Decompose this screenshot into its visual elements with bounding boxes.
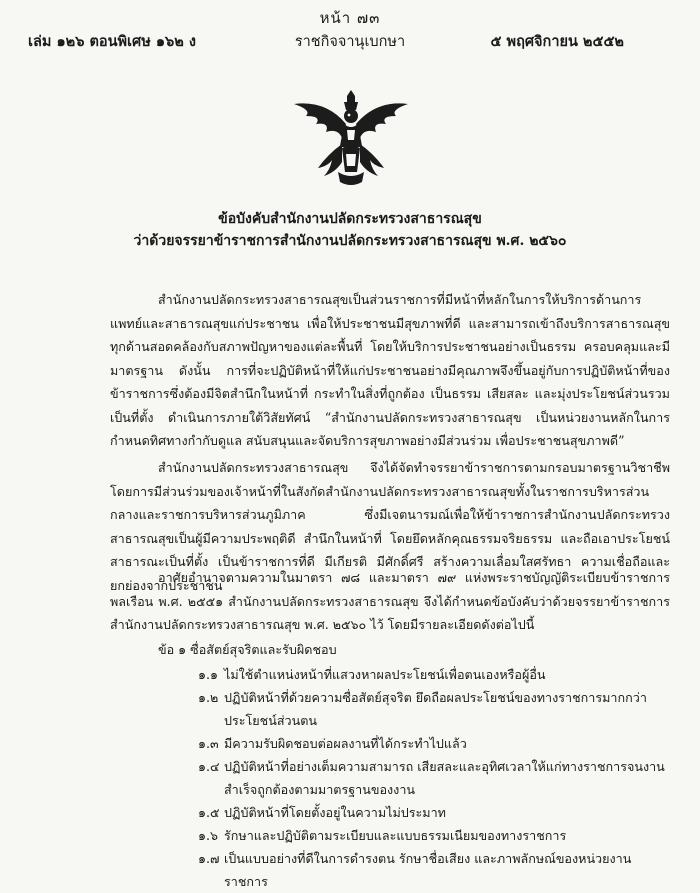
item-number: ๑.๗ [198, 851, 220, 866]
list-item [198, 686, 668, 732]
item-text: ปฏิบัติหน้าที่ด้วยความซื่อสัตย์สุจริต ยึดถือผลประโยชน์ของทางราชการมากกว่าประโยชน์ส่วนตน [224, 690, 647, 728]
item-number: ๑.๔ [198, 759, 220, 774]
list-item [198, 732, 668, 755]
paragraph-text: สำนักงานปลัดกระทรวงสาธารณสุขเป็นส่วนราชการที่มีหน้าที่หลักในการให้บริการด้านการแพทย์และสาธารณสุขแก่ประชาชน เพื่อให้ประชาชนมีสุขภาพที่ดี และสามารถเข้าถึงบริการสาธารณสุขทุกด้านสอดคล้องกับสภาพปัญหาของแต่ละพื้นที่ โดยให้บริการประชาชนอย่างเป็นธรรม ครอบคลุมและมีมาตรฐาน ดังนั้น การที่จะปฏิบัติหน้าที่ให้แก่ประชาชนอย่างมีคุณภาพจึงขึ้นอยู่กับการปฏิบัติหน้าที่ของข้าราชการซึ่งต้องมีจิตสำนึกในหน้าที่ กระทำในสิ่งที่ถูกต้อง เป็นธรรม เสียสละ และมุ่งประโยชน์ส่วนรวมเป็นที่ตั้ง ดำเนินการภายใต้วิสัยทัศน์ “สำนักงานปลัดกระทรวงสาธารณสุข เป็นหน่วยงานหลักในการกำหนดทิศทางกำกับดูแล สนับสนุนและจัดบริการสุขภาพอย่างมีส่วนร่วม เพื่อประชาชนสุขภาพดี” [110, 292, 670, 448]
list-item [198, 824, 668, 847]
list-item [198, 663, 668, 686]
paragraph-text: สำนักงานปลัดกระทรวงสาธารณสุข จึงได้จัดทำจรรยาข้าราชการตามกรอบมาตรฐานวิชาชีพโดยการมีส่วนร่วมของเจ้าหน้าที่ในสังกัดสำนักงานปลัดกระทรวงสาธารณสุขทั้งในราชการบริหารส่วนกลางและราชการบริหารส่วนภูมิภาค ซึ่งมีเจตนารมณ์เพื่อให้ข้าราชการสำนักงานปลัดกระทรวงสาธารณสุขเป็นผู้มีความประพฤติดี สำนึกในหน้าที่ โดยยึดหลักคุณธรรมจริยธรรม และถือเอาประโยชน์สาธารณะเป็นที่ตั้ง เป็นข้าราชการที่ดี มีเกียรติ มีศักดิ์ศรี สร้างความเลื่อมใสศรัทธา ความเชื่อถือและยกย่องจากประชาชน [110, 460, 670, 593]
item-number: ๑.๓ [198, 736, 219, 751]
list-item [198, 847, 668, 893]
item-text: ปฏิบัติหน้าที่โดยตั้งอยู่ในความไม่ประมาท [224, 805, 446, 820]
volume-issue: เล่ม ๑๒๖ ตอนพิเศษ ๑๖๒ ง [28, 33, 196, 50]
list-item [198, 755, 668, 801]
item-text: ปฏิบัติหน้าที่อย่างเต็มความสามารถ เสียสละและอุทิศเวลาให้แก่ทางราชการจนงานสำเร็จถูกต้องตามมาตรฐานของงาน [224, 759, 665, 797]
preamble-paragraph-3 [110, 566, 670, 637]
paragraph-text: อาศัยอำนาจตามความในมาตรา ๗๘ และมาตรา ๗๙ แห่งพระราชบัญญัติระเบียบข้าราชการพลเรือน พ.ศ. ๒๕๕๑ สำนักงานปลัดกระทรวงสาธารณสุข จึงได้กำหนดข้อบังคับว่าด้วยจรรยาข้าราชการสำนักงานปลัดกระทรวงสาธารณสุข พ.ศ. ๒๕๖๐ ไว้ โดยมีรายละเอียดดังต่อไปนี้ [110, 570, 670, 632]
preamble-paragraph-1 [110, 288, 670, 453]
page-number: หน้า ๗๓ [319, 9, 381, 27]
publication-name: ราชกิจจานุเบกษา [294, 34, 406, 50]
regulation-subtitle: ว่าด้วยจรรยาข้าราชการสำนักงานปลัดกระทรวงสาธารณสุข พ.ศ. ๒๕๖๐ [133, 233, 567, 249]
item-text: ไม่ใช้ตำแหน่งหน้าที่แสวงหาผลประโยชน์เพื่อตนเองหรือผู้อื่น [224, 667, 546, 682]
item-number: ๑.๑ [198, 667, 218, 682]
item-number: ๑.๕ [198, 805, 220, 820]
item-text: รักษาและปฏิบัติตามระเบียบและแบบธรรมเนียมของทางราชการ [224, 828, 567, 843]
item-number: ๑.๒ [198, 690, 219, 705]
publication-date: ๕ พฤศจิกายน ๒๕๕๒ [490, 33, 624, 50]
garuda-emblem-icon [286, 82, 416, 192]
regulation-title: ข้อบังคับสำนักงานปลัดกระทรวงสาธารณสุข [218, 211, 482, 227]
clause-1-heading: ข้อ ๑ ซื่อสัตย์สุจริตและรับผิดชอบ [158, 642, 337, 657]
item-number: ๑.๖ [198, 828, 218, 843]
clause-1-items [198, 663, 668, 893]
list-item [198, 801, 668, 824]
item-text: มีความรับผิดชอบต่อผลงานที่ได้กระทำไปแล้ว [224, 736, 467, 751]
gazette-header [0, 30, 700, 52]
item-text: เป็นแบบอย่างที่ดีในการดำรงตน รักษาชื่อเสียง และภาพลักษณ์ของหน่วยงานราชการ [224, 851, 632, 889]
